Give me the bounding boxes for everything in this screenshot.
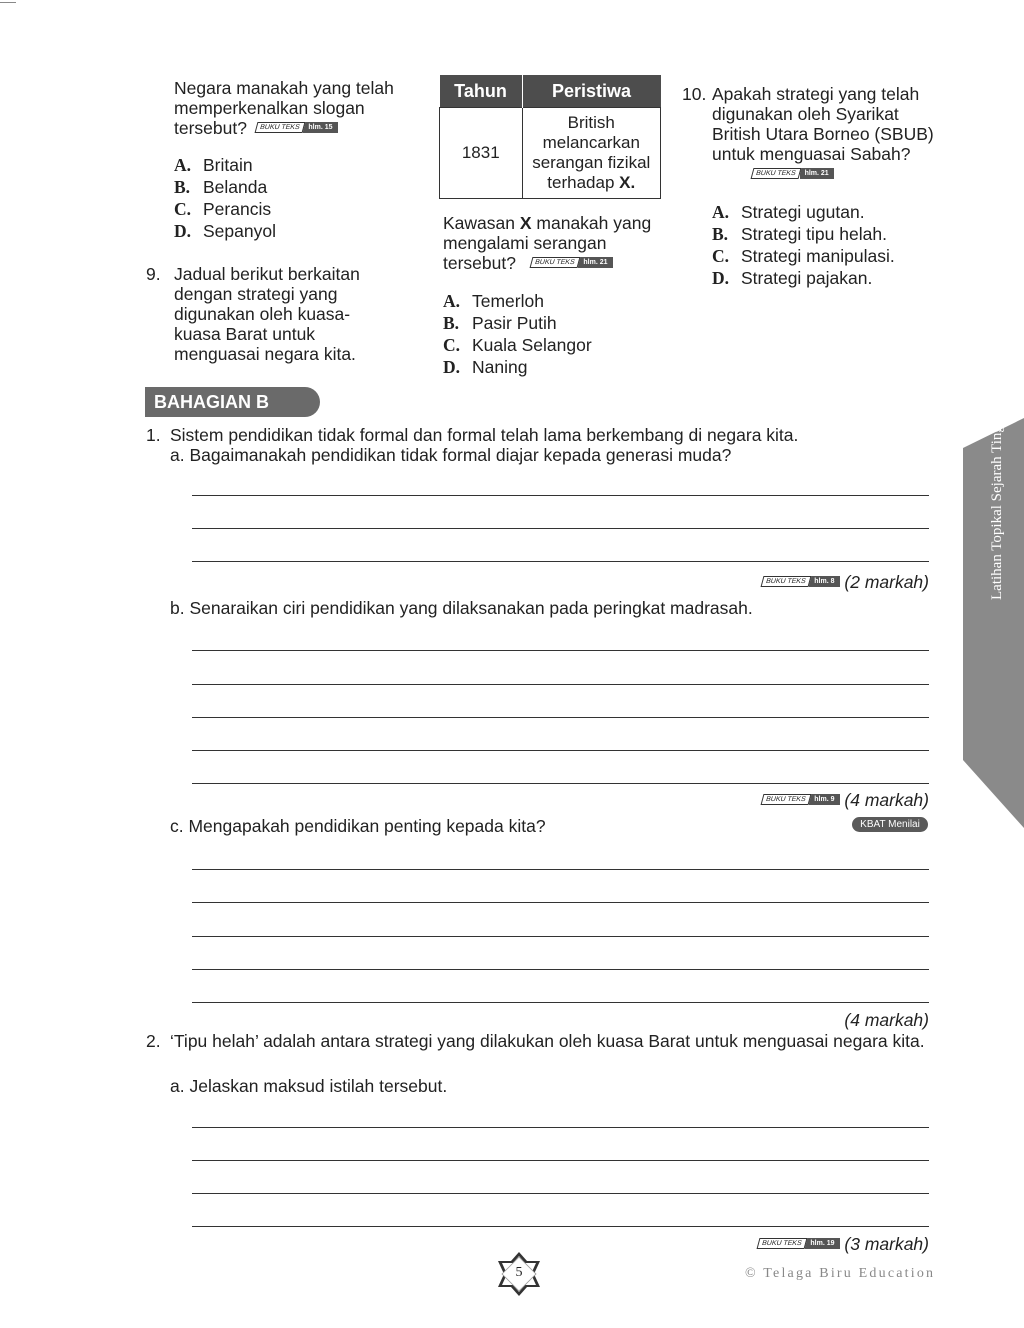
- b1c-marks: (4 markah): [844, 1010, 929, 1030]
- q9-question: Jadual berikut berkaitan dengan strategi yang digunakan oleh kuasa-kuasa Barat untuk menguasai negara kita.: [174, 264, 360, 364]
- answer-line[interactable]: [192, 495, 929, 496]
- option-a: A. Strategi ugutan.: [712, 202, 865, 222]
- b1a-question: a. Bagaimanakah pendidikan tidak formal diajar kepada generasi muda?: [170, 445, 732, 465]
- option-d: D. Naning: [443, 357, 528, 377]
- answer-line[interactable]: [192, 869, 929, 870]
- answer-line[interactable]: [192, 1127, 929, 1128]
- answer-line[interactable]: [192, 969, 929, 970]
- b2-number: 2.: [146, 1031, 161, 1051]
- option-d: D. Sepanyol: [174, 221, 276, 241]
- q9-sub-question: Kawasan X manakah yang mengalami serangan tersebut? BUKU TEKS hlm. 21: [443, 213, 652, 273]
- corner-mark: [0, 2, 16, 3]
- b1-question: Sistem pendidikan tidak formal dan formal telah lama berkembang di negara kita.: [170, 425, 799, 445]
- q10-number: 10.: [682, 84, 707, 104]
- answer-line[interactable]: [192, 561, 929, 562]
- answer-line[interactable]: [192, 1193, 929, 1194]
- q9-number: 9.: [146, 264, 161, 284]
- answer-line[interactable]: [192, 650, 929, 651]
- answer-line[interactable]: [192, 684, 929, 685]
- textbook-ref-badge: BUKU TEKS hlm. 8: [762, 576, 840, 587]
- answer-line[interactable]: [192, 902, 929, 903]
- q8-question: Negara manakah yang telah memperkenalkan slogan tersebut? BUKU TEKS hlm. 15: [174, 78, 394, 138]
- answer-line[interactable]: [192, 1226, 929, 1227]
- option-a: A. Temerloh: [443, 291, 544, 311]
- option-c: C. Strategi manipulasi.: [712, 246, 895, 266]
- page-number: 5: [515, 1265, 523, 1280]
- kbat-badge: KBAT Menilai: [852, 817, 928, 832]
- textbook-ref-badge: BUKU TEKS hlm. 21: [531, 257, 613, 268]
- textbook-ref-badge: BUKU TEKS hlm. 9: [762, 794, 840, 805]
- option-d: D. Strategi pajakan.: [712, 268, 873, 288]
- b2-question: ‘Tipu helah’ adalah antara strategi yang dilakukan oleh kuasa Barat untuk menguasai negara kita.: [170, 1031, 925, 1051]
- table-cell-year: 1831: [440, 108, 523, 199]
- b1c-question: c. Mengapakah pendidikan penting kepada kita?: [170, 816, 546, 836]
- b2a-question: a. Jelaskan maksud istilah tersebut.: [170, 1076, 448, 1096]
- table-cell-event: British melancarkan serangan fizikal terhadap X.: [522, 108, 661, 199]
- option-a: A. Britain: [174, 155, 253, 175]
- q9-options: [443, 290, 663, 378]
- b1a-marks-row: [600, 572, 929, 593]
- b2a-marks: (3 markah): [844, 1234, 929, 1254]
- option-b: B. Belanda: [174, 177, 268, 197]
- b1a-marks: (2 markah): [844, 572, 929, 592]
- q10-options: [712, 201, 942, 289]
- option-c: C. Perancis: [174, 199, 272, 219]
- q8-options: [174, 154, 394, 242]
- copyright: © Telaga Biru Education: [745, 1266, 936, 1281]
- answer-line[interactable]: [192, 1002, 929, 1003]
- answer-line[interactable]: [192, 936, 929, 937]
- table-header-peristiwa: Peristiwa: [522, 75, 661, 108]
- q9-table: [439, 75, 661, 199]
- answer-line[interactable]: [192, 528, 929, 529]
- b1-number: 1.: [146, 425, 161, 445]
- answer-line[interactable]: [192, 717, 929, 718]
- answer-line[interactable]: [192, 1160, 929, 1161]
- textbook-ref-badge: BUKU TEKS hlm. 15: [256, 122, 338, 133]
- b1b-marks-row: [600, 790, 929, 811]
- option-b: B. Strategi tipu helah.: [712, 224, 887, 244]
- textbook-ref-badge: BUKU TEKS hlm. 19: [758, 1238, 840, 1249]
- q10-question: Apakah strategi yang telah digunakan oleh Syarikat British Utara Borneo (SBUB) untuk menguasai Sabah? BUKU TEKS hlm. 21: [712, 84, 934, 177]
- section-b-banner: BAHAGIAN B: [145, 387, 320, 417]
- b1b-question: b. Senaraikan ciri pendidikan yang dilaksanakan pada peringkat madrasah.: [170, 598, 753, 618]
- option-c: C. Kuala Selangor: [443, 335, 592, 355]
- answer-line[interactable]: [192, 783, 929, 784]
- b1b-marks: (4 markah): [844, 790, 929, 810]
- answer-line[interactable]: [192, 750, 929, 751]
- table-header-tahun: Tahun: [440, 75, 523, 108]
- textbook-ref-badge: BUKU TEKS hlm. 21: [752, 168, 834, 179]
- b2a-marks-row: [600, 1234, 929, 1255]
- option-b: B. Pasir Putih: [443, 313, 557, 333]
